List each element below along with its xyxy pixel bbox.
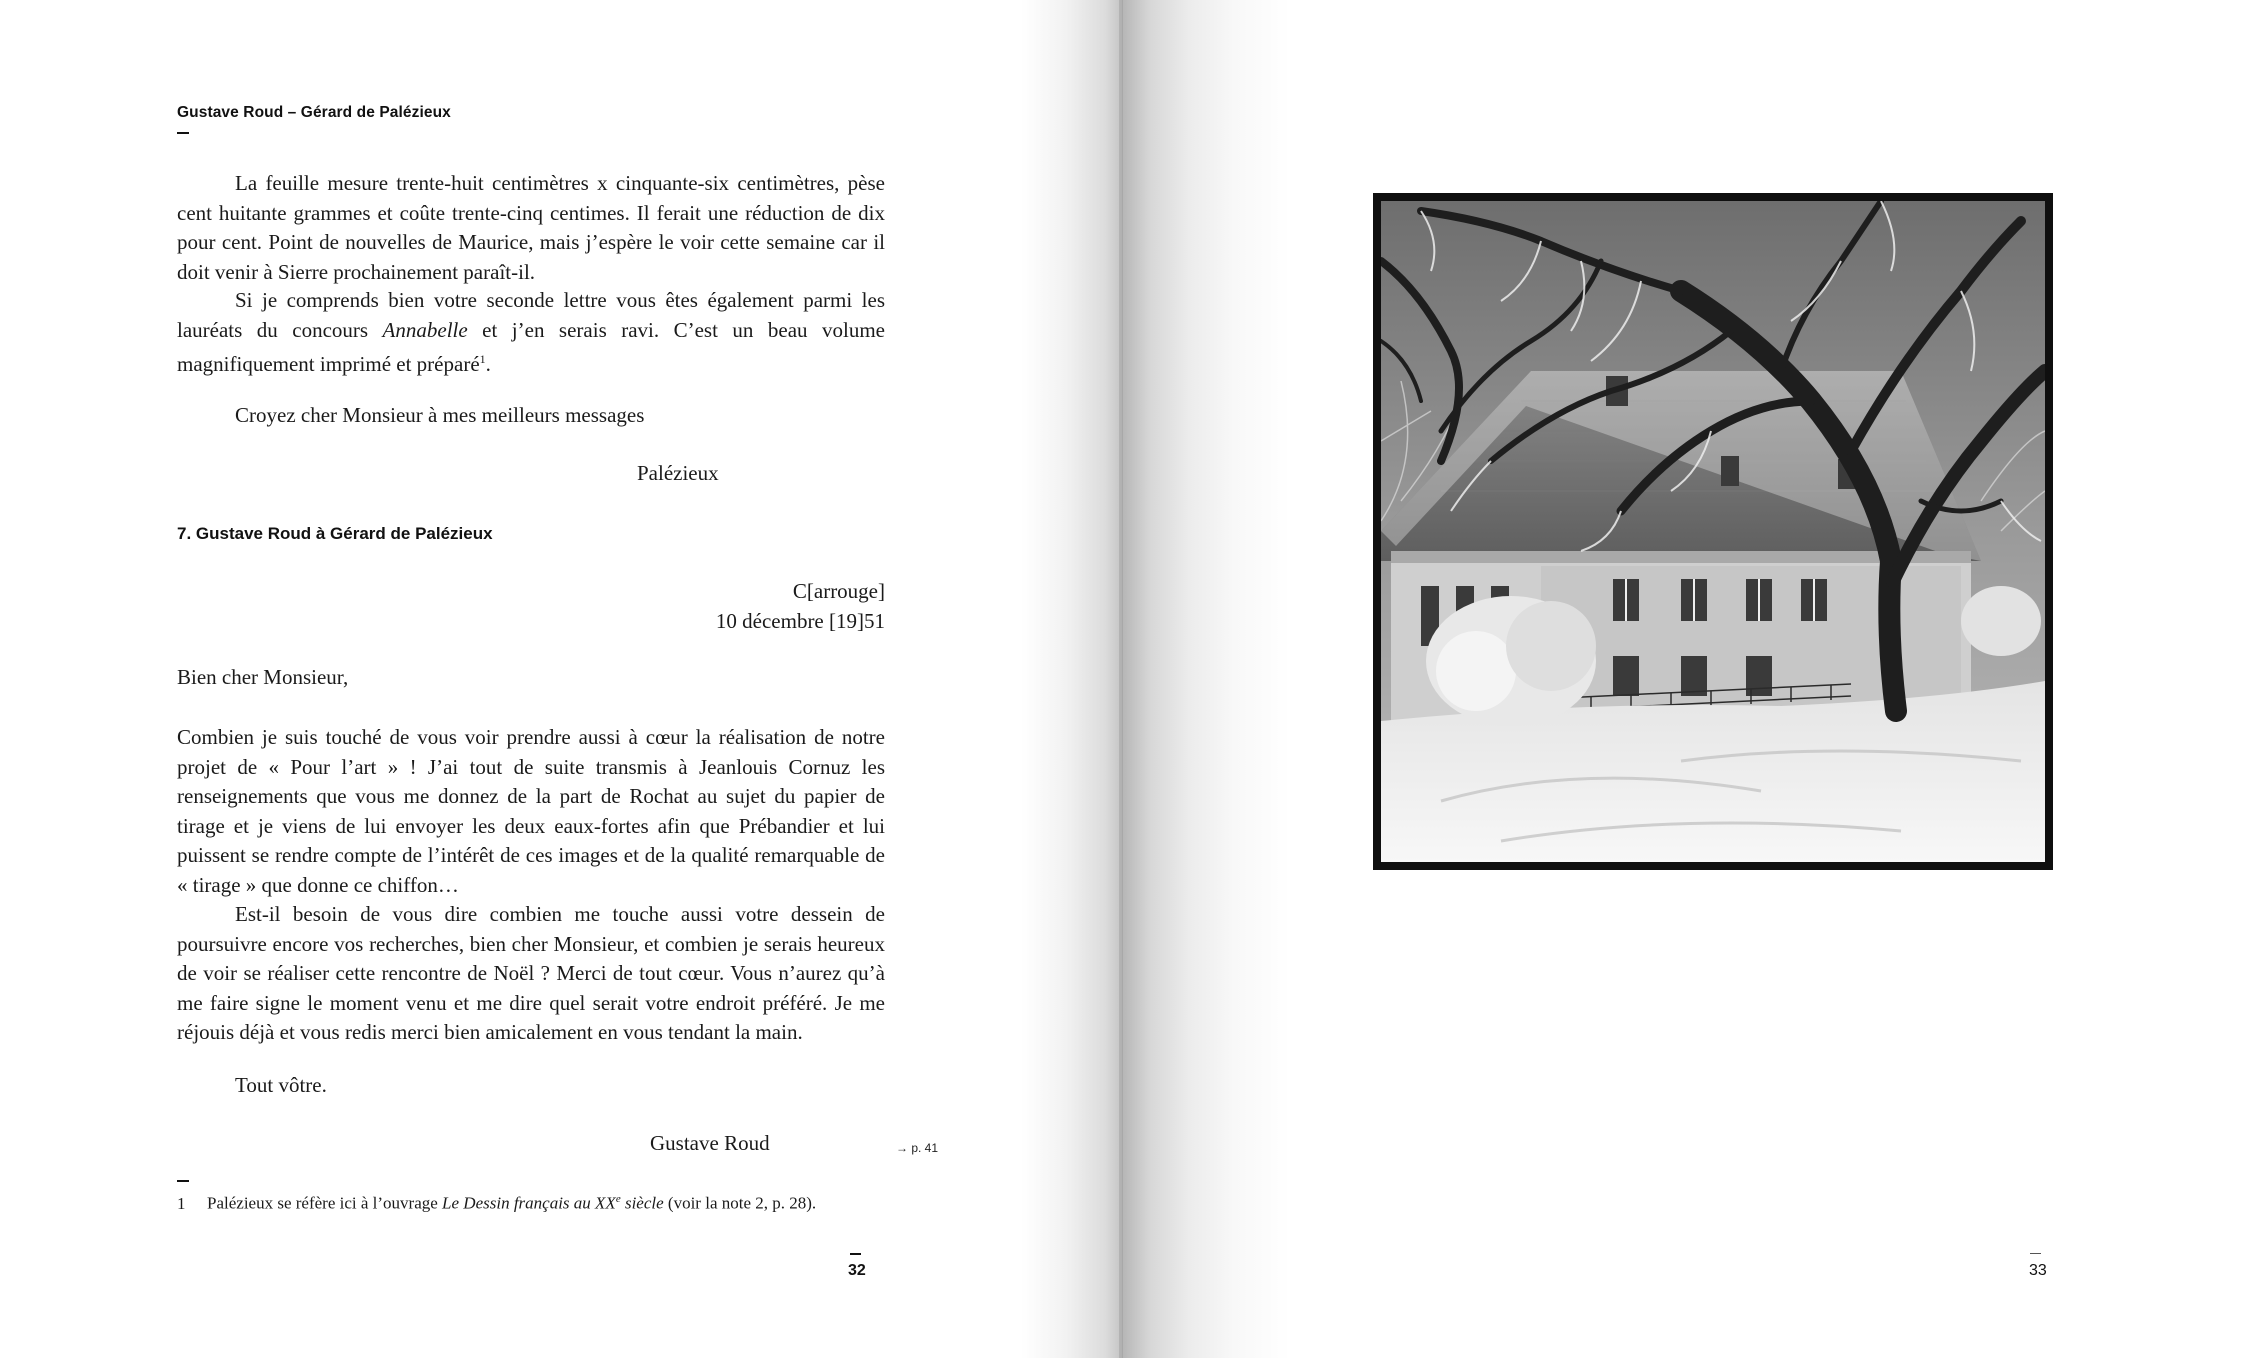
signature-palezieux: Palézieux xyxy=(637,461,719,485)
running-head-rule xyxy=(177,132,189,134)
footnote-rule xyxy=(177,1180,189,1182)
paragraph-2-text-b: et j’en serais ravi. C’est un beau volume magnifiquement imprimé et préparé xyxy=(177,317,885,376)
photo-frame xyxy=(1373,193,2053,870)
footnote-marker: 1 xyxy=(479,352,486,366)
closing-line: Croyez cher Monsieur à mes meilleurs messages xyxy=(235,403,645,427)
folio-rule-right xyxy=(2030,1253,2041,1254)
footnote-italic: Le Dessin français au XX xyxy=(442,1193,616,1213)
footnote-text-a: Palézieux se réfère ici à l’ouvrage xyxy=(207,1193,443,1213)
letter-paragraph-3: Combien je suis touché de vous voir prendre aussi à cœur la réalisation de notre projet de « Pour l’art » ! J’ai tout de suite transmis à Jeanlouis Cornuz les renseignements que vous me donnez de la part de Rochat au sujet du papier de tirage et je viens de lui envoyer les deux eaux-fortes afin que Prébandier et lui puissent se rendre compte de l’intérêt de ces images et de la qualité remarquable de « tirage » que donne ce chiffon… xyxy=(177,725,885,897)
letter-heading: 7. Gustave Roud à Gérard de Palézieux xyxy=(177,524,493,543)
snowy-house-photo xyxy=(1381,201,2045,862)
folio-rule-left xyxy=(850,1253,861,1255)
page-number-left: 32 xyxy=(848,1262,866,1279)
paragraph-2-text-a: Si je comprends bien votre seconde lettre vous êtes également parmi les lauréats du concours xyxy=(177,288,885,342)
book-gutter xyxy=(1119,0,1123,1358)
paragraph-2-italic: Annabelle xyxy=(382,317,468,342)
letter-place: C[arrouge] xyxy=(792,579,885,603)
letter-paragraph-4: Est-il besoin de vous dire combien me touche aussi votre dessein de poursuivre encore vos recherches, bien cher Monsieur, et combien je serais heureux de voir se réaliser cette rencontre de Noël ? Merci de tout cœur. Vous n’aurez qu’à me faire signe le moment venu et me dire quel serait votre endroit préféré. Je me réjouis déjà et vous redis merci bien amicalement en vous tendant la main. xyxy=(177,902,885,1044)
footnote-text-b: (voir la note 2, p. 28). xyxy=(663,1193,817,1213)
signature-roud: Gustave Roud xyxy=(650,1131,770,1155)
footnote-sup: e xyxy=(615,1193,621,1205)
salutation: Bien cher Monsieur, xyxy=(177,665,349,689)
letter-paragraph-1: La feuille mesure trente-huit centimètres x cinquante-six centimètres, pèse cent huitante grammes et coûte trente-cinq centimes. Il ferait une réduction de dix pour cent. Point de nouvelles de Maurice, mais j’espère le voir cette semaine car il doit venir à Sierre prochainement paraît-il. xyxy=(177,171,885,284)
letter-date: 10 décembre [19]51 xyxy=(715,608,885,633)
right-page xyxy=(1122,0,2244,1358)
footnote-number: 1 xyxy=(177,1193,186,1213)
letter-paragraph-2 xyxy=(177,286,885,380)
footnote-italic-2: siècle xyxy=(620,1193,664,1213)
paragraph-2-end: . xyxy=(485,352,491,376)
page-number-right: 33 xyxy=(2029,1262,2047,1279)
place-date-block xyxy=(716,577,885,636)
running-head: Gustave Roud – Gérard de Palézieux xyxy=(177,104,451,121)
closing-line-2: Tout vôtre. xyxy=(235,1073,327,1097)
cross-reference: → p. 41 xyxy=(896,1141,939,1155)
footnote xyxy=(177,1193,816,1214)
